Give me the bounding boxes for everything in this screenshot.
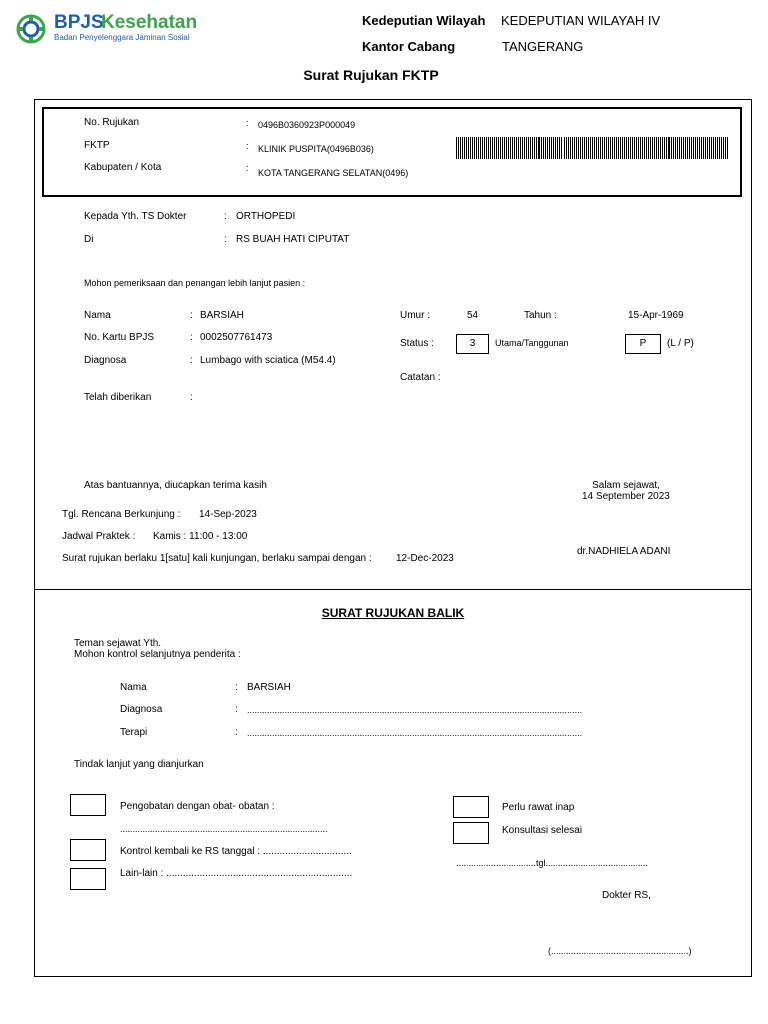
status-label: Status : <box>400 338 434 349</box>
kepada-label: Kepada Yth. TS Dokter <box>84 211 187 222</box>
fktp-label: FKTP <box>84 140 110 151</box>
salam: Salam sejawat, <box>592 480 660 491</box>
logo-tagline: Badan Penyelenggara Jaminan Sosial <box>54 33 190 42</box>
opt-rawat: Perlu rawat inap <box>502 802 575 813</box>
checkbox-konsultasi[interactable] <box>453 822 489 844</box>
kantor-label: Kantor Cabang <box>362 39 456 54</box>
tindak-label: Tindak lanjut yang dianjurkan <box>74 759 204 770</box>
page-title: Surat Rujukan FKTP <box>303 67 439 83</box>
gender-desc: (L / P) <box>667 338 694 349</box>
checkbox-rawat-inap[interactable] <box>453 796 489 818</box>
status-desc: Utama/Tanggunan <box>495 338 569 348</box>
di-value: RS BUAH HATI CIPUTAT <box>236 234 350 245</box>
opt-obat-dots: ................................................................................... <box>120 824 328 834</box>
colon: : <box>246 118 249 128</box>
balik-diagnosa-dots: ...................................................................................................................................... <box>247 705 583 715</box>
kedeputian-value: KEDEPUTIAN WILAYAH IV <box>501 13 661 28</box>
jadwal-value: Kamis : 11:00 - 13:00 <box>153 531 248 542</box>
colon: : <box>190 355 193 366</box>
kabupaten-value: KOTA TANGERANG SELATAN(0496) <box>258 168 409 178</box>
balik-terapi-label: Terapi <box>120 727 148 738</box>
balik-nama-value: BARSIAH <box>247 682 291 693</box>
no-rujukan-label: No. Rujukan <box>84 117 140 128</box>
dokter-name: dr.NADHIELA ADANI <box>577 546 671 557</box>
tgl-line: ................................tgl......................................... <box>456 858 649 868</box>
opt-obat: Pengobatan dengan obat- obatan : <box>120 801 275 812</box>
bpjs-logo-icon <box>16 14 46 44</box>
colon: : <box>190 332 193 343</box>
diagnosa-value: Lumbago with sciatica (M54.4) <box>200 355 336 366</box>
rencana-label: Tgl. Rencana Berkunjung : <box>62 509 181 520</box>
colon: : <box>235 704 238 715</box>
checkbox-obat[interactable] <box>70 794 106 816</box>
bpjs-logo <box>16 12 196 46</box>
kartu-label: No. Kartu BPJS <box>84 332 155 343</box>
colon: : <box>246 141 249 151</box>
fktp-value: KLINIK PUSPITA(0496B036) <box>258 144 374 154</box>
tanggal-surat: 14 September 2023 <box>582 491 670 502</box>
di-label: Di <box>84 234 94 245</box>
pasien-intro: Mohon pemeriksaan dan penangan lebih lanjut pasien : <box>84 278 306 288</box>
opt-konsultasi: Konsultasi selesai <box>502 825 583 836</box>
catatan-label: Catatan : <box>400 372 441 383</box>
colon: : <box>235 727 238 738</box>
colon: : <box>235 682 238 693</box>
kepada-value: ORTHOPEDI <box>236 211 296 222</box>
berlaku-label: Surat rujukan berlaku 1[satu] kali kunjungan, berlaku sampai dengan : <box>62 553 372 564</box>
terima-kasih: Atas bantuannya, diucapkan terima kasih <box>84 480 267 491</box>
jadwal-label: Jadwal Praktek : <box>62 531 136 542</box>
section-divider <box>34 589 752 590</box>
umur-value: 54 <box>467 310 479 321</box>
checkbox-kontrol[interactable] <box>70 839 106 861</box>
no-rujukan-value: 0496B0360923P000049 <box>258 120 356 130</box>
dokter-rs: Dokter RS, <box>602 890 651 901</box>
kabupaten-label: Kabupaten / Kota <box>84 162 162 173</box>
colon: : <box>224 211 227 222</box>
colon: : <box>224 234 227 245</box>
gender-box: P <box>625 334 661 354</box>
colon: : <box>190 310 193 321</box>
balik-title: SURAT RUJUKAN BALIK <box>321 606 465 620</box>
colon: : <box>246 163 249 173</box>
opt-lain: Lain-lain : ................................................................... <box>120 868 353 879</box>
status-box: 3 <box>456 334 489 354</box>
umur-label: Umur : <box>400 310 430 321</box>
teman-sejawat: Teman sejawat Yth. <box>74 638 162 649</box>
mohon-kontrol: Mohon kontrol selanjutnya penderita : <box>74 649 241 660</box>
balik-terapi-dots: ...................................................................................................................................... <box>247 728 583 738</box>
signature-line: (.......................................................) <box>548 946 692 956</box>
logo-brand-kesehatan: Kesehatan <box>101 12 198 33</box>
balik-nama-label: Nama <box>120 682 147 693</box>
diagnosa-label: Diagnosa <box>84 355 127 366</box>
colon: : <box>190 392 193 403</box>
barcode-icon <box>456 137 732 161</box>
tahun-value: 15-Apr-1969 <box>628 310 684 321</box>
tahun-label: Tahun : <box>524 310 557 321</box>
kantor-value: TANGERANG <box>502 39 584 54</box>
nama-label: Nama <box>84 310 111 321</box>
rencana-value: 14-Sep-2023 <box>199 509 257 520</box>
opt-kontrol: Kontrol kembali ke RS tanggal : ................................ <box>120 846 352 857</box>
nama-value: BARSIAH <box>200 310 244 321</box>
logo-brand: BPJS <box>54 12 104 33</box>
checkbox-lain[interactable] <box>70 868 106 890</box>
telah-label: Telah diberikan <box>84 392 152 403</box>
kartu-value: 0002507761473 <box>200 332 273 343</box>
balik-diagnosa-label: Diagnosa <box>120 704 163 715</box>
kedeputian-label: Kedeputian Wilayah <box>362 13 486 28</box>
berlaku-value: 12-Dec-2023 <box>396 553 454 564</box>
